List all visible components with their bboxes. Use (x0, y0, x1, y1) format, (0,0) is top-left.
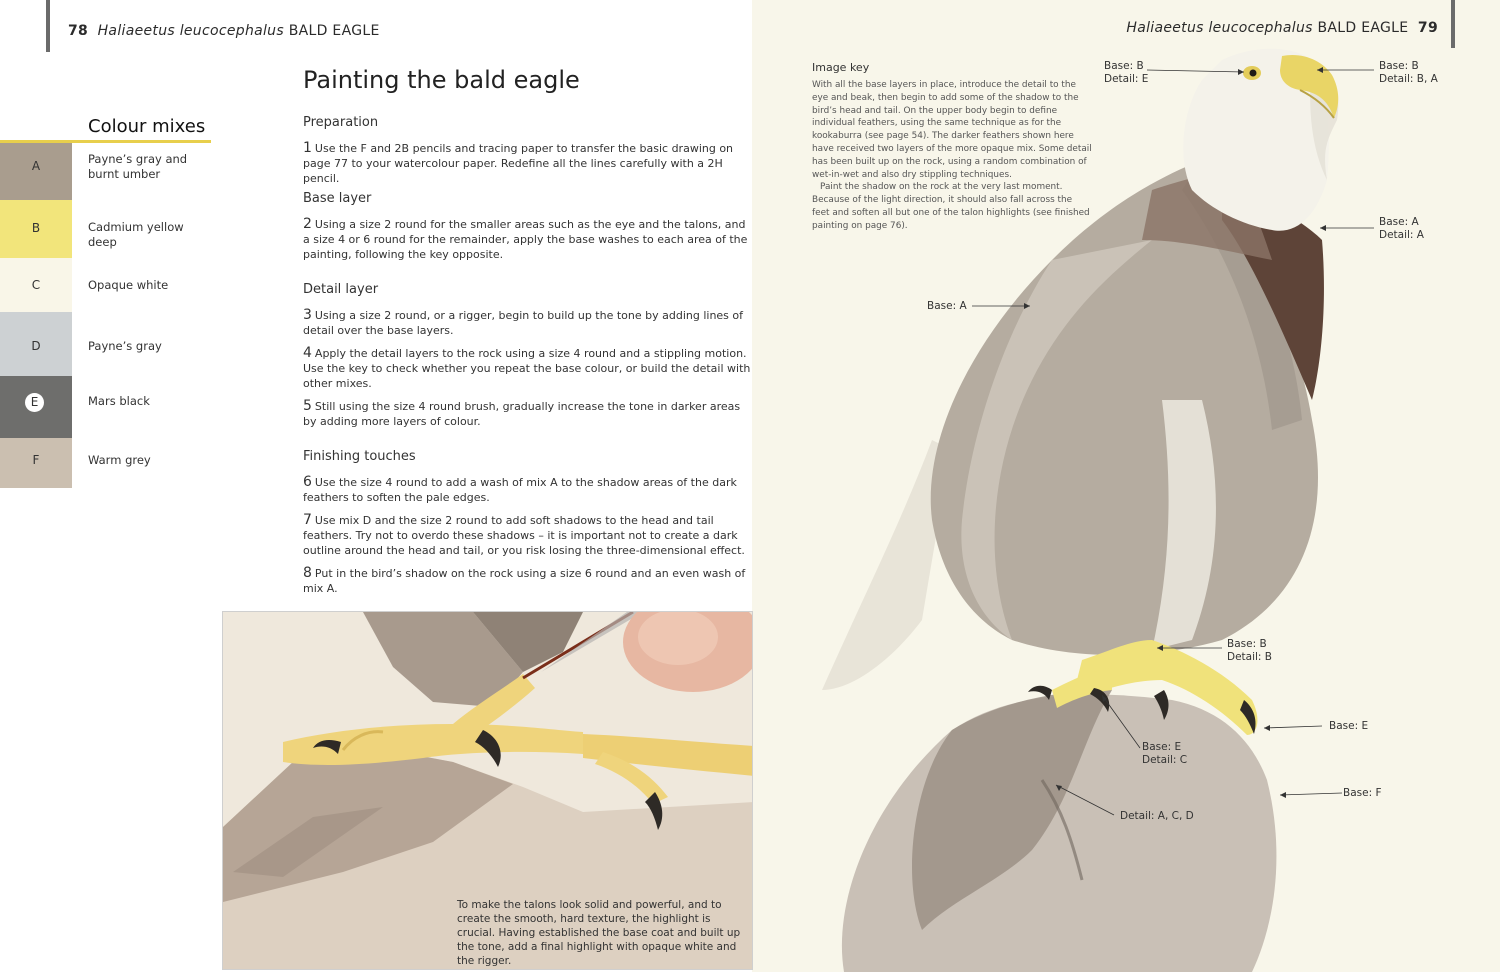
swatch-name-d: Payne’s gray (88, 339, 162, 353)
swatch-letter-e: E (25, 393, 44, 412)
image-key-title: Image key (812, 61, 870, 74)
left-header-rule (46, 0, 50, 52)
image-key-paragraph: Paint the shadow on the rock at the very last moment. Because of the light direction, it should also fall across the feet and soften all but one of the talon highlights (see finished painting on page 76). (812, 182, 1090, 231)
swatch-name-c: Opaque white (88, 278, 169, 292)
step-number: 4 (303, 345, 312, 361)
talon-painting-photo (222, 611, 753, 970)
article-title: Painting the bald eagle (303, 66, 580, 94)
step-text: Apply the detail layers to the rock using a size 4 round and a stippling motion. Use the key to check whether you repeat the base colour, or build the detail with other mixes. (303, 347, 751, 390)
section-finishing: Finishing touches (303, 449, 416, 464)
right-species-name: Haliaeetus leucocephalus (1126, 20, 1313, 36)
colour-mixes-title: Colour mixes (88, 116, 206, 137)
label-talon: Base: E (1329, 720, 1369, 732)
step-number: 2 (303, 216, 312, 232)
step-text: Using a size 2 round for the smaller areas such as the eye and the talons, and a size 4 or 6 round for the remainder, apply the base washes to each area of the painting, following the key opposite. (303, 218, 748, 261)
step-7 (303, 513, 751, 558)
label-eye: Base: B Detail: E (1104, 60, 1149, 85)
step-number: 7 (303, 512, 312, 528)
swatch-name-b: Cadmium yellow deep (88, 220, 184, 249)
swatch-letter-d: D (31, 339, 41, 353)
right-page-number: 79 (1417, 20, 1438, 36)
eagle-illustration (752, 0, 1500, 972)
label-beak: Base: B Detail: B, A (1379, 60, 1438, 85)
label-feet: Base: B Detail: B (1227, 638, 1273, 663)
step-text: Using a size 2 round, or a rigger, begin to build up the tone by adding lines of detail over the base layers. (303, 309, 744, 337)
section-base-layer: Base layer (303, 191, 372, 206)
step-4 (303, 346, 751, 391)
step-5 (303, 399, 751, 429)
label-neck: Base: A Detail: A (1379, 216, 1424, 241)
step-1 (303, 141, 751, 186)
step-number: 6 (303, 474, 312, 490)
swatch-name-e: Mars black (88, 394, 150, 408)
step-text: Still using the size 4 round brush, gradually increase the tone in darker areas by adding more layers of colour. (303, 400, 741, 428)
step-2 (303, 217, 751, 262)
step-number: 3 (303, 307, 312, 323)
step-3 (303, 308, 751, 338)
left-common-name: BALD EAGLE (288, 23, 380, 39)
step-text: Put in the bird’s shadow on the rock using a size 6 round and an even wash of mix A. (303, 567, 746, 595)
image-key-paragraph: With all the base layers in place, introduce the detail to the eye and beak, then begin to add some of the shadow to the bird’s head and tail. On the upper body begin to define individual feathers, using the same technique as for the kookaburra (see page 54). The darker feathers shown here have received two layers of the more opaque mix. Some detail has been built up on the rock, using a random combination of wet-in-wet and also dry stippling techniques. (812, 80, 1092, 180)
step-text: Use the F and 2B pencils and tracing paper to transfer the basic drawing on page 77 to your watercolour paper. Redefine all the lines carefully with a 2H pencil. (303, 142, 734, 185)
swatch-letter-b: B (31, 221, 41, 235)
section-preparation: Preparation (303, 115, 379, 130)
label-wing: Base: A (927, 300, 967, 312)
swatch-letter-f: F (32, 453, 40, 467)
swatch-letter-a: A (31, 159, 41, 173)
right-common-name: BALD EAGLE (1317, 20, 1409, 36)
photo-caption: To make the talons look solid and powerful, and to create the smooth, hard texture, the highlight is crucial. Having established the base coat and built up the tone, add a final highlight with opaque white and the rigger. (457, 899, 741, 967)
swatch-name-a: Payne’s gray and burnt umber (88, 152, 188, 181)
step-number: 5 (303, 398, 312, 414)
section-detail-layer: Detail layer (303, 282, 379, 297)
left-running-header (68, 23, 380, 39)
label-rock-shadow: Base: E Detail: C (1142, 741, 1188, 766)
label-rock-detail: Detail: A, C, D (1120, 810, 1194, 822)
step-number: 1 (303, 140, 312, 156)
swatch-letter-c: C (31, 278, 41, 292)
left-species-name: Haliaeetus leucocephalus (97, 23, 284, 39)
step-8 (303, 566, 751, 596)
step-6 (303, 475, 751, 505)
label-rock: Base: F (1343, 787, 1382, 799)
swatch-name-f: Warm grey (88, 453, 151, 467)
step-text: Use mix D and the size 2 round to add soft shadows to the head and tail feathers. Try not to overdo these shadows – it is important not to create a dark outline around the head and tail, or you risk losing the three-dimensional effect. (303, 514, 745, 557)
left-page-number: 78 (68, 23, 89, 39)
step-number: 8 (303, 565, 312, 581)
step-text: Use the size 4 round to add a wash of mix A to the shadow areas of the dark feathers to soften the pale edges. (303, 476, 737, 504)
